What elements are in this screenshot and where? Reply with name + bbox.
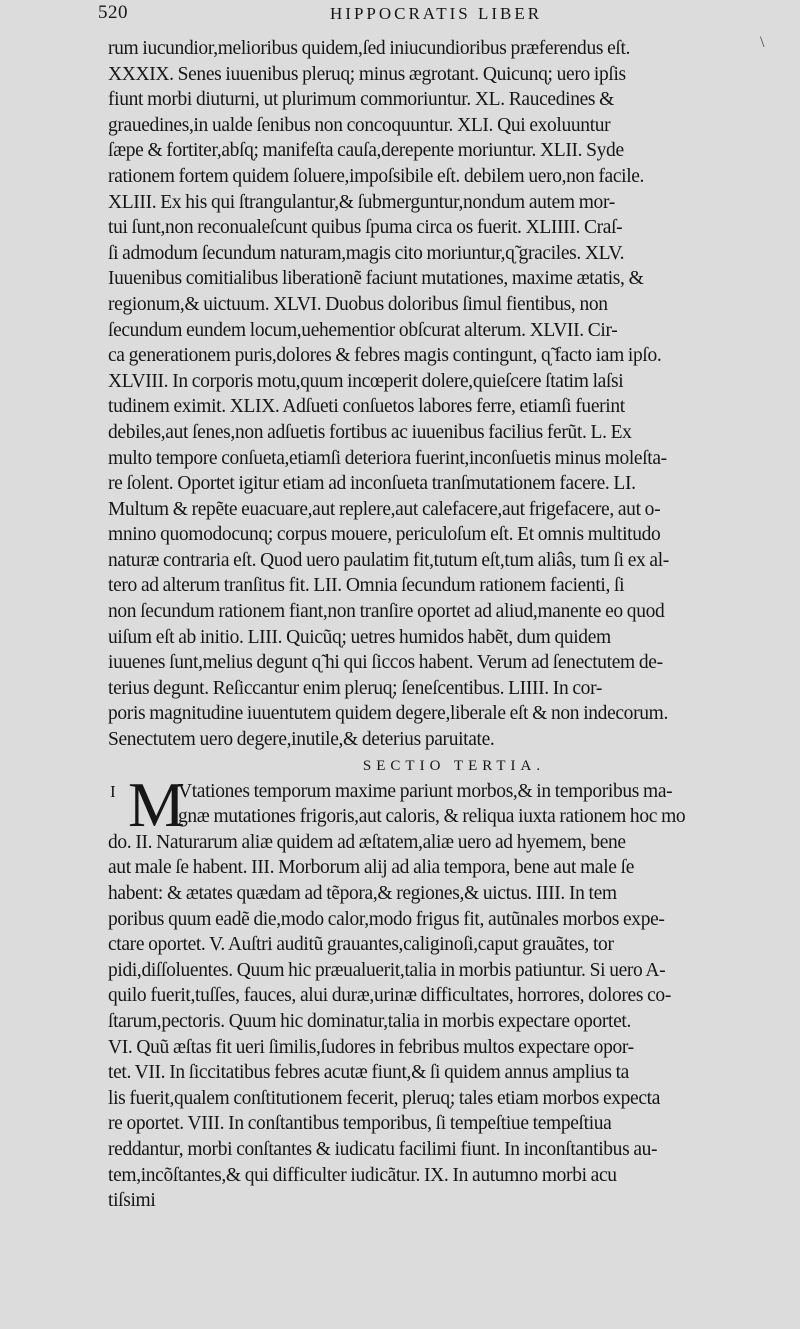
text-line: tiſsimi: [108, 1190, 156, 1212]
text-line: ca generationem puris,dolores & febres magis contingunt, ɋ̃ facto iam ipſo.: [108, 345, 662, 367]
text-line: poribus quum eadẽ die,modo calor,modo frigus fit, autũnales morbos expe-: [108, 908, 665, 930]
text-line: debiles,aut ſenes,non adſuetis fortibus ac iuuenibus facilius ferũt. L. Ex: [108, 421, 632, 443]
text-line: tui ſunt,non reconualeſcunt quibus ſpuma circa os fuerit. XLIIII. Craſ-: [108, 217, 623, 239]
text-line: multo tempore conſueta,etiamſi deteriora fuerint,inconſuetis minus moleſta-: [108, 447, 667, 469]
text-line: habent: & ætates quædam ad tẽpora,& regiones,& uictus. IIII. In tem: [108, 883, 617, 904]
text-line: re oportet. VIII. In conſtantibus temporibus, ſi tempeſtiue tempeſtiua: [108, 1113, 612, 1135]
running-title: HIPPOCRATIS LIBER: [330, 4, 543, 23]
text-line: pidi,diſſoluentes. Quum hic præualuerit,talia in morbis patiuntur. Si uero A-: [108, 959, 666, 981]
text-line: ſecundum eundem locum,uehementior obſcurat alterum. XLVII. Cir-: [108, 319, 618, 341]
text-line: XLIII. Ex his qui ſtrangulantur,& ſubmerguntur,nondum autem mor-: [108, 191, 615, 213]
page-number: 520: [98, 2, 128, 23]
text-line: fiunt morbi diuturni, ut plurimum commoriuntur. XL. Raucedines &: [108, 89, 614, 111]
text-line: poris magnitudine iuuentutem quidem degere,liberale eſt & non indecorum.: [108, 703, 668, 725]
body-text: [108, 36, 780, 1214]
margin-mark: \: [760, 34, 765, 51]
drop-cap-letter: M: [128, 768, 185, 840]
text-line: tem,incõſtantes,& qui difficulter iudicãtur. IX. In autumno morbi acu: [108, 1164, 617, 1186]
text-line: XLVIII. In corporis motu,quum incœperit dolere,quieſcere ſtatim laſsi: [108, 370, 624, 392]
aphorisms-part-two: [108, 830, 780, 1214]
text-line: Senectutem uero degere,inutile,& deterius paruitate.: [108, 729, 495, 751]
text-line: aut male ſe habent. III. Morborum alij ad alia tempora, bene aut male ſe: [108, 857, 634, 879]
text-line: uiſum eſt ab initio. LIII. Quicũɋ; uetres humidos habẽt, dum quidem: [108, 626, 611, 648]
text-line: mnino quomodocunɋ; corpus mouere, periculoſum eſt. Et omnis multitudo: [108, 524, 661, 546]
text-line: quilo fuerit,tuſſes, fauces, alui duræ,urinæ difficultates, horrores, dolores co-: [108, 985, 671, 1007]
text-line: reddantur, morbi conſtantes & iudicatu facilimi fiunt. In inconſtantibus au-: [108, 1138, 658, 1160]
section-opening: [108, 768, 780, 840]
text-line: ctare oportet. V. Auſtri auditũ grauantes,caliginoſi,caput grauãtes, tor: [108, 934, 614, 956]
text-line: XXXIX. Senes iuuenibus pleruɋ; minus ægrotant. Quicunɋ; uero ipſis: [108, 63, 626, 85]
section-heading: SECTIO TERTIA.: [362, 757, 546, 774]
aphorisms-part-one: [108, 36, 780, 753]
text-line: rationem fortem quidem ſoluere,impoſsibile eſt. debilem uero,non facile.: [108, 165, 645, 187]
text-line: terius degunt. Reſiccantur enim pleruɋ; ſeneſcentibus. LIIII. In cor-: [108, 677, 602, 699]
text-line: ſi admodum ſecundum naturam,magis cito moriuntur,ɋ̃ graciles. XLV.: [108, 242, 625, 264]
text-line: iuuenes ſunt,melius degunt ɋ̃ hi qui ſiccos habent. Verum ad ſenectutem de-: [108, 652, 663, 674]
text-line: tero ad alterum tranſitus fit. LII. Omnia ſecundum rationem facienti, ſi: [108, 575, 625, 597]
text-line: tudinem eximit. XLIX. Adſueti conſuetos labores ferre, etiamſi fuerint: [108, 396, 625, 418]
text-line: Iuuenibus comitialibus liberationẽ faciunt mutationes, maxime ætatis, &: [108, 268, 644, 290]
text-line: rum iucundior,melioribus quidem,ſed iniucundioribus præferendus eſt.: [108, 38, 631, 59]
text-line: VI. Quũ æſtas fit ueri ſimilis,ſudores in febribus multos expectare opor-: [108, 1036, 634, 1058]
text-line: Vtationes temporum maxime pariunt morbos,& in temporibus ma-: [178, 780, 673, 802]
text-line: do. II. Naturarum aliæ quidem ad æſtatem,aliæ uero ad hyemem, bene: [108, 831, 626, 853]
text-line: grauedines,in ualde ſenibus non concoquuntur. XLI. Qui exoluuntur: [108, 114, 611, 136]
section-numeral: I: [110, 781, 116, 801]
text-line: non ſecundum rationem fiant,non tranſire oportet ad aliud,manente eo quod: [108, 601, 665, 623]
text-line: ſæpe & fortiter,abſɋ; manifeſta cauſa,derepente moriuntur. XLII. Syde: [108, 140, 624, 162]
text-line: Multum & repẽte euacuare,aut replere,aut calefacere,aut frigefacere, aut o-: [108, 498, 661, 520]
text-line: ſtarum,pectoris. Quum hic dominatur,talia in morbis expectare oportet.: [108, 1010, 632, 1032]
text-line: tet. VII. In ſiccitatibus febres acutæ fiunt,& ſi quidem annus amplius ta: [108, 1062, 629, 1084]
text-line: gnæ mutationes frigoris,aut caloris, & reliqua iuxta rationem hoc mo: [178, 806, 686, 828]
text-line: re ſolent. Oportet igitur etiam ad inconſueta tranſmutationem facere. LI.: [108, 473, 636, 495]
text-line: naturæ contraria eſt. Quod uero paulatim fit,tutum eſt,tum aliâs, tum ſi ex al-: [108, 549, 669, 571]
text-line: regionum,& uictuum. XLVI. Duobus doloribus ſimul fientibus, non: [108, 293, 608, 315]
text-line: lis fuerit,qualem conſtitutionem fecerit, pleruɋ; tales etiam morbos expecta: [108, 1087, 661, 1109]
page-header: [98, 2, 778, 32]
